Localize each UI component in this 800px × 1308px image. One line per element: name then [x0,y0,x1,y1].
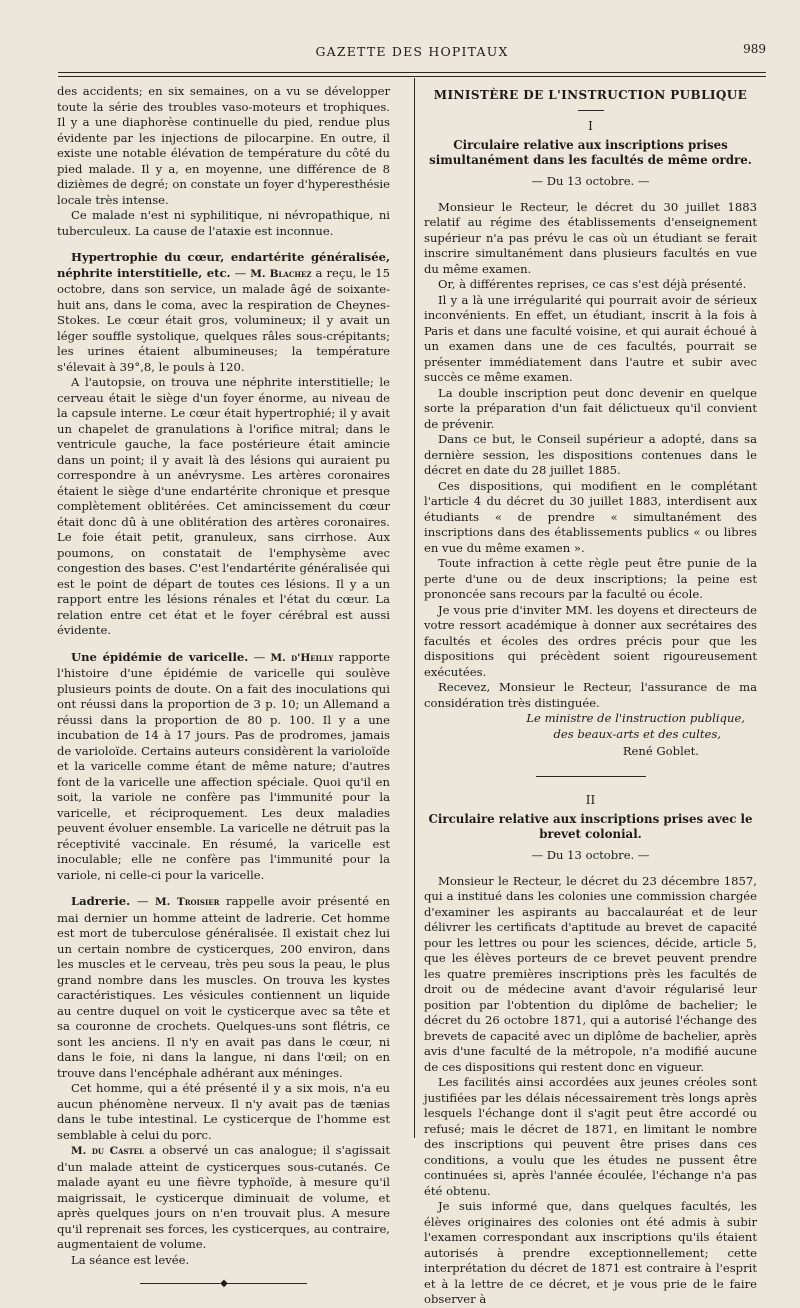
paragraph: La double inscription peut donc devenir en quelque sorte la préparation d'un fait délictueux qu'il convient de prévenir. [424,385,757,431]
right-column [424,84,757,1308]
signature-line: des beaux-arts et des cultes, [553,726,721,741]
paragraph: des accidents; en six semaines, on a vu se développer toute la série des troubles vaso-moteurs et trophiques. Il y a une diaphorèse continuelle du pied, rendue plus évidente par les injections de pilocarpine. En outre, il existe une notable élévation de température du côté du pied malade. Il y a, en moyenne, une différence de 8 dizièmes de degré; on constate un foyer d'hyperesthésie locale très intense. [57,84,390,207]
paragraph: A l'autopsie, on trouva une néphrite interstitielle; le cerveau était le siège d'un foyer énorme, au niveau de la capsule interne. Le cœur était hypertrophié; il y avait un chapelet de granulations à l'orifice mitral; dans le ventricule gauche, la face postérieure était amincie dans un point; il y avait là des lésions qui auraient pu correspondre à un anévrysme. Les artères coronaires étaient le siège d'une endartérite chronique et presque complètement oblitérées. Cet amincissement du cœur était donc dû à une oblitération des artères coronaires. Le foie était petit, granuleux, sans cirrhose. Aux poumons, on constatait de l'emphysème avec congestion des bases. C'est l'endartérite généralisée qui est le point de départ de toutes ces lésions. Il y a un rapport entre les lésions rénales et l'état du cœur. La relation entre cet état et le foyer cérébral est aussi évidente. [57,375,390,637]
author-name: M. d'Heilly [270,651,334,664]
paragraph: Monsieur le Recteur, le décret du 30 juillet 1883 relatif au régime des établissements d'enseignement supérieur n'a pas prévu le cas où un étudiant se ferait inscrire simultanément dans plusieurs facultés en vue du même examen. [424,199,757,276]
signature-name: René Goblet. [622,744,699,758]
small-rule [578,110,604,111]
dash: — [130,894,156,908]
column-divider [414,78,415,1138]
page-number: 989 [743,42,766,56]
paragraph: Les facilités ainsi accordées aux jeunes créoles sont justifiées par les délais nécessairement très longs après lesquels l'échange dont il s'agit peut être accordé ou refusé; mais le décret de 1871, en limitant le nombre des inscriptions qui peuvent être prises dans ces conditions, a voulu que les études ne pussent être continuées si, après l'année écoulée, l'échange n'a pas été obtenu. [424,1075,757,1198]
section-separator [536,776,646,777]
paragraph: Dans ce but, le Conseil supérieur a adopté, dans sa dernière session, les dispositions contenues dans le décret en date du 28 juillet 1885. [424,432,757,477]
running-title: GAZETTE DES HOPITAUX [315,44,509,59]
circular-date: — Du 13 octobre. — [531,174,650,188]
paragraph: Or, à différentes reprises, ce cas s'est déjà présenté. [438,277,747,291]
paragraph: Il y a là une irrégularité qui pourrait avoir de sérieux inconvénients. En effet, un étudiant, inscrit à la fois à Paris et dans une faculté voisine, et qui aurait échoué à un examen dans une de ces facultés, pourrait se présenter immédiatement dans l'autre et subir avec succès ce même examen. [424,292,757,384]
ornament-divider: ◆ [57,1276,390,1292]
section-text: a reçu, le 15 octobre, dans son service, un malade âgé de soixante-huit ans, dans le coma, avec la respiration de Cheynes-Stokes. Le cœur était gros, volumineux; il y avait un léger souffle systolique, quelques râles sous-crépitants; les urines étaient albumineuses; la température s'élevait à 39°,8, le pouls à 120. [57,265,390,374]
paragraph: Ce malade n'est ni syphilitique, ni névropathique, ni tuberculeux. La cause de l'ataxie est inconnue. [57,208,390,238]
circular-number: II [585,792,596,807]
author-name: M. Blachez [250,267,312,280]
header-rule-double [58,76,766,77]
section-text: rappelle avoir présenté en mai dernier un homme atteint de ladrerie. Cet homme est mort de tuberculose généralisée. Il existait chez lui un certain nombre de cysticerques, 200 environ, dans les muscles et le cerveau, très peu sous la peau, le plus grand nombre dans les muscles. On trouva les kystes caractéristiques. Les vésicules contiennent un liquide au centre duquel on voit le cysticerque avec sa tête et sa couronne de crochets. Quelques-uns sont flétris, ce sont les anciens. Il n'y en avait pas dans le cœur, ni dans le foie, ni dans la langue, ni dans l'œil; on en trouve dans l'encéphale adhérant aux méninges. [57,894,391,1080]
header-rule [58,72,766,73]
section-text: a observé un cas analogue; il s'agissait d'un malade atteint de cysticerques sous-cutanés. Ce malade ayant eu une fièvre typhoïde, à mesure qu'il maigrissait, le cysticerque diminuait de volume, et après quelques jours on n'en trouvait plus. A mesure qu'il reprenait ses forces, les cysticerques, au contraire, augmentaient de volume. [57,1143,390,1251]
paragraph: Toute infraction à cette règle peut être punie de la perte d'une ou de deux inscriptions; la peine est prononcée sans recours par la faculté ou école. [424,556,757,601]
author-name: M. Troisier [155,896,220,908]
ministry-heading: MINISTÈRE DE L'INSTRUCTION PUBLIQUE [433,88,748,102]
dash: — [248,649,271,664]
page-header [58,38,766,62]
paragraph [57,1143,390,1253]
section-title: Ladrerie. [71,894,131,908]
section-title: Une épidémie de varicelle. [71,649,249,664]
section-title: Hypertrophie du cœur, endartérite généralisée, néphrite interstitielle, etc. [57,250,390,280]
section-text: rapporte l'histoire d'une épidémie de varicelle qui soulève plusieurs points de doute. On a fait des inoculations qui ont réussi dans la proportion de 3 p. 10; un Allemand a réussi dans la proportion de 80 p. 100. Il y a une incubation de 14 à 17 jours. Pas de prodromes, jamais de varioloïde. Certains auteurs considèrent la varioloïde et la varicelle comme étant de même nature; d'autres font de la varicelle une affection spéciale. Quoi qu'il en soit, la variole ne confère pas l'immunité pour la varicelle, et réciproquement. Les deux maladies peuvent évoluer ensemble. La varicelle ne détruit pas la réceptivité vaccinale. En résumé, la varicelle est inoculable; elle ne confère pas l'immunité pour la variole, ni celle-ci pour la varicelle. [57,649,390,882]
paragraph: Ces dispositions, qui modifient en le complétant l'article 4 du décret du 30 juillet 1883, interdisent aux étudiants « de prendre « simultanément des inscriptions dans des établissements publics « ou libres en vue du même examen ». [424,478,757,555]
dash: — [230,265,251,280]
closing-line: La séance est levée. [71,1252,190,1267]
circular-date: — Du 13 octobre. — [531,848,650,862]
paragraph: Je vous prie d'inviter MM. les doyens et directeurs de votre ressort académique à donner aux secrétaires des facultés et écoles des ordres précis pour que les dispositions qui précèdent soient rigoureusement exécutées. [424,602,757,679]
paragraph: Je suis informé que, dans quelques facultés, les élèves originaires des colonies ont été admis à subir l'examen correspondant aux inscriptions qu'ils étaient autorisés à prendre exceptionnellement; cette interprétation du décret de 1871 est contraire à l'esprit et à la lettre de ce décret, et je vous prie de le faire observer à [424,1199,757,1306]
paragraph: Monsieur le Recteur, le décret du 23 décembre 1857, qui a institué dans les colonies une commission chargée d'examiner les aspirants au baccalauréat et de leur délivrer les certificats d'aptitude au brevet de capacité pour les lettres ou pour les sciences, décide, article 5, que les élèves porteurs de ce brevet peuvent prendre les quatre premières inscriptions près les facultés de droit ou de médecine avant d'avoir régularisé leur position par l'obtention du diplôme de bachelier; le décret du 26 octobre 1871, qui a autorisé l'échange des brevets de capacité avec un diplôme de bachelier, après avis d'une faculté de la métropole, n'a modifié aucune de ces dispositions qui restent donc en vigueur. [424,873,757,1074]
signature-line: Le ministre de l'instruction publique, [526,711,745,725]
section-hypertrophie [57,250,390,375]
author-name: M. du Castel [71,1145,144,1157]
circular-number: I [588,118,593,133]
left-column [57,84,390,1292]
circular-title: Circulaire relative aux inscriptions prises avec le brevet colonial. [428,812,753,841]
section-ladrerie [57,894,390,1081]
paragraph: Cet homme, qui a été présenté il y a six mois, n'a eu aucun phénomène nerveux. Il n'y avait pas de tænias dans le tube intestinal. Le cysticerque de l'homme est semblable à celui du porc. [57,1081,390,1142]
paragraph: Recevez, Monsieur le Recteur, l'assurance de ma considération très distinguée. [424,680,757,710]
section-varicelle [57,650,390,884]
circular-title: Circulaire relative aux inscriptions prises simultanément dans les facultés de même ordre. [429,138,752,167]
